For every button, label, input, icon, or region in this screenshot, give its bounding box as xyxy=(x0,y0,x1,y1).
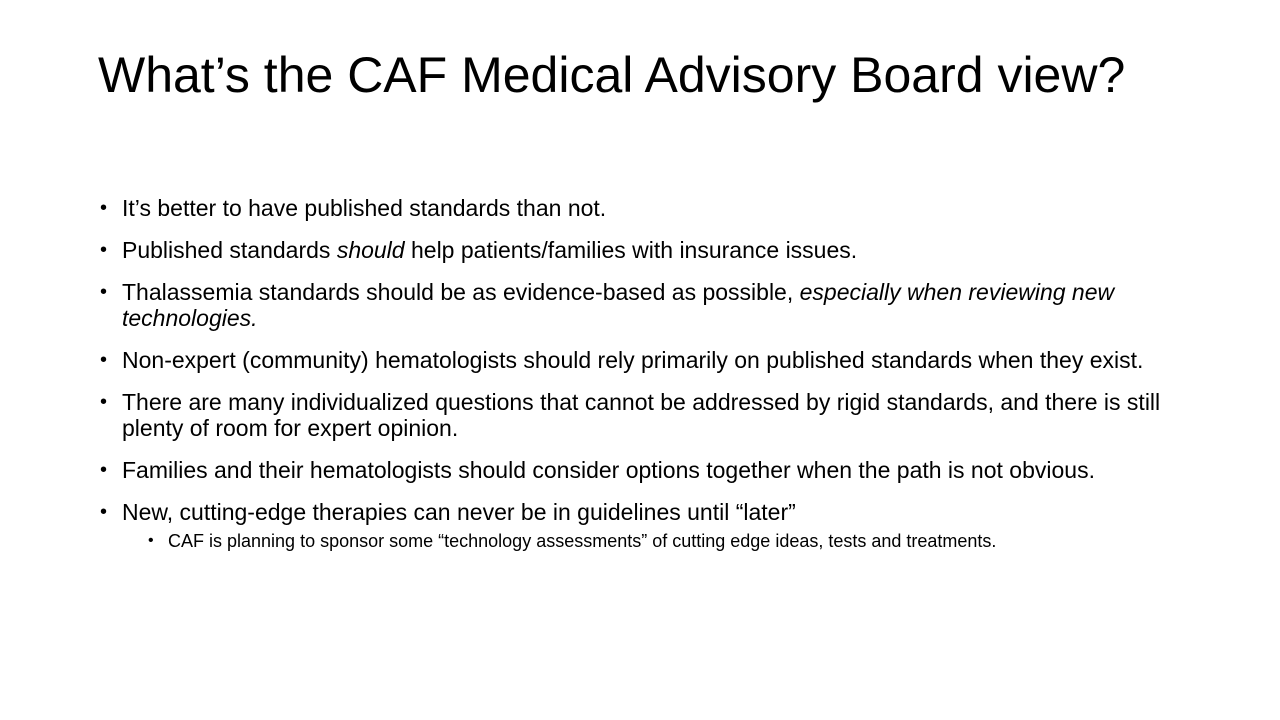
bullet-text-emphasis: should xyxy=(336,237,405,263)
bullet-item xyxy=(98,499,1198,525)
bullet-text-emphasis: especially when reviewing new technologies. xyxy=(122,279,1115,331)
bullet-list xyxy=(98,195,1198,559)
bullet-text-pre: Published standards xyxy=(122,237,337,263)
bullet-item xyxy=(98,237,1198,263)
bullet-text: New, cutting-edge therapies can never be in guidelines until “later” xyxy=(122,499,796,525)
bullet-text: It’s better to have published standards than not. xyxy=(122,195,607,221)
bullet-item xyxy=(98,389,1198,441)
bullet-item xyxy=(98,279,1198,331)
bullet-text: Non-expert (community) hematologists should rely primarily on published standards when they exist. xyxy=(122,347,1144,373)
bullet-text-pre: Thalassemia standards should be as evidence-based as possible, xyxy=(122,279,800,305)
bullet-item xyxy=(98,195,1198,221)
bullet-item xyxy=(98,457,1198,483)
slide-title: What’s the CAF Medical Advisory Board view? xyxy=(98,47,1126,103)
bullet-text: Families and their hematologists should consider options together when the path is not obvious. xyxy=(122,457,1095,483)
bullet-text-post: help patients/families with insurance issues. xyxy=(404,237,858,263)
sub-bullet-item xyxy=(98,531,1198,551)
bullet-item xyxy=(98,347,1198,373)
bullet-text: There are many individualized questions that cannot be addressed by rigid standards, and there is still plenty of room for expert opinion. xyxy=(122,389,1161,441)
sub-bullet-text: CAF is planning to sponsor some “technology assessments” of cutting edge ideas, tests and treatments. xyxy=(168,531,997,551)
